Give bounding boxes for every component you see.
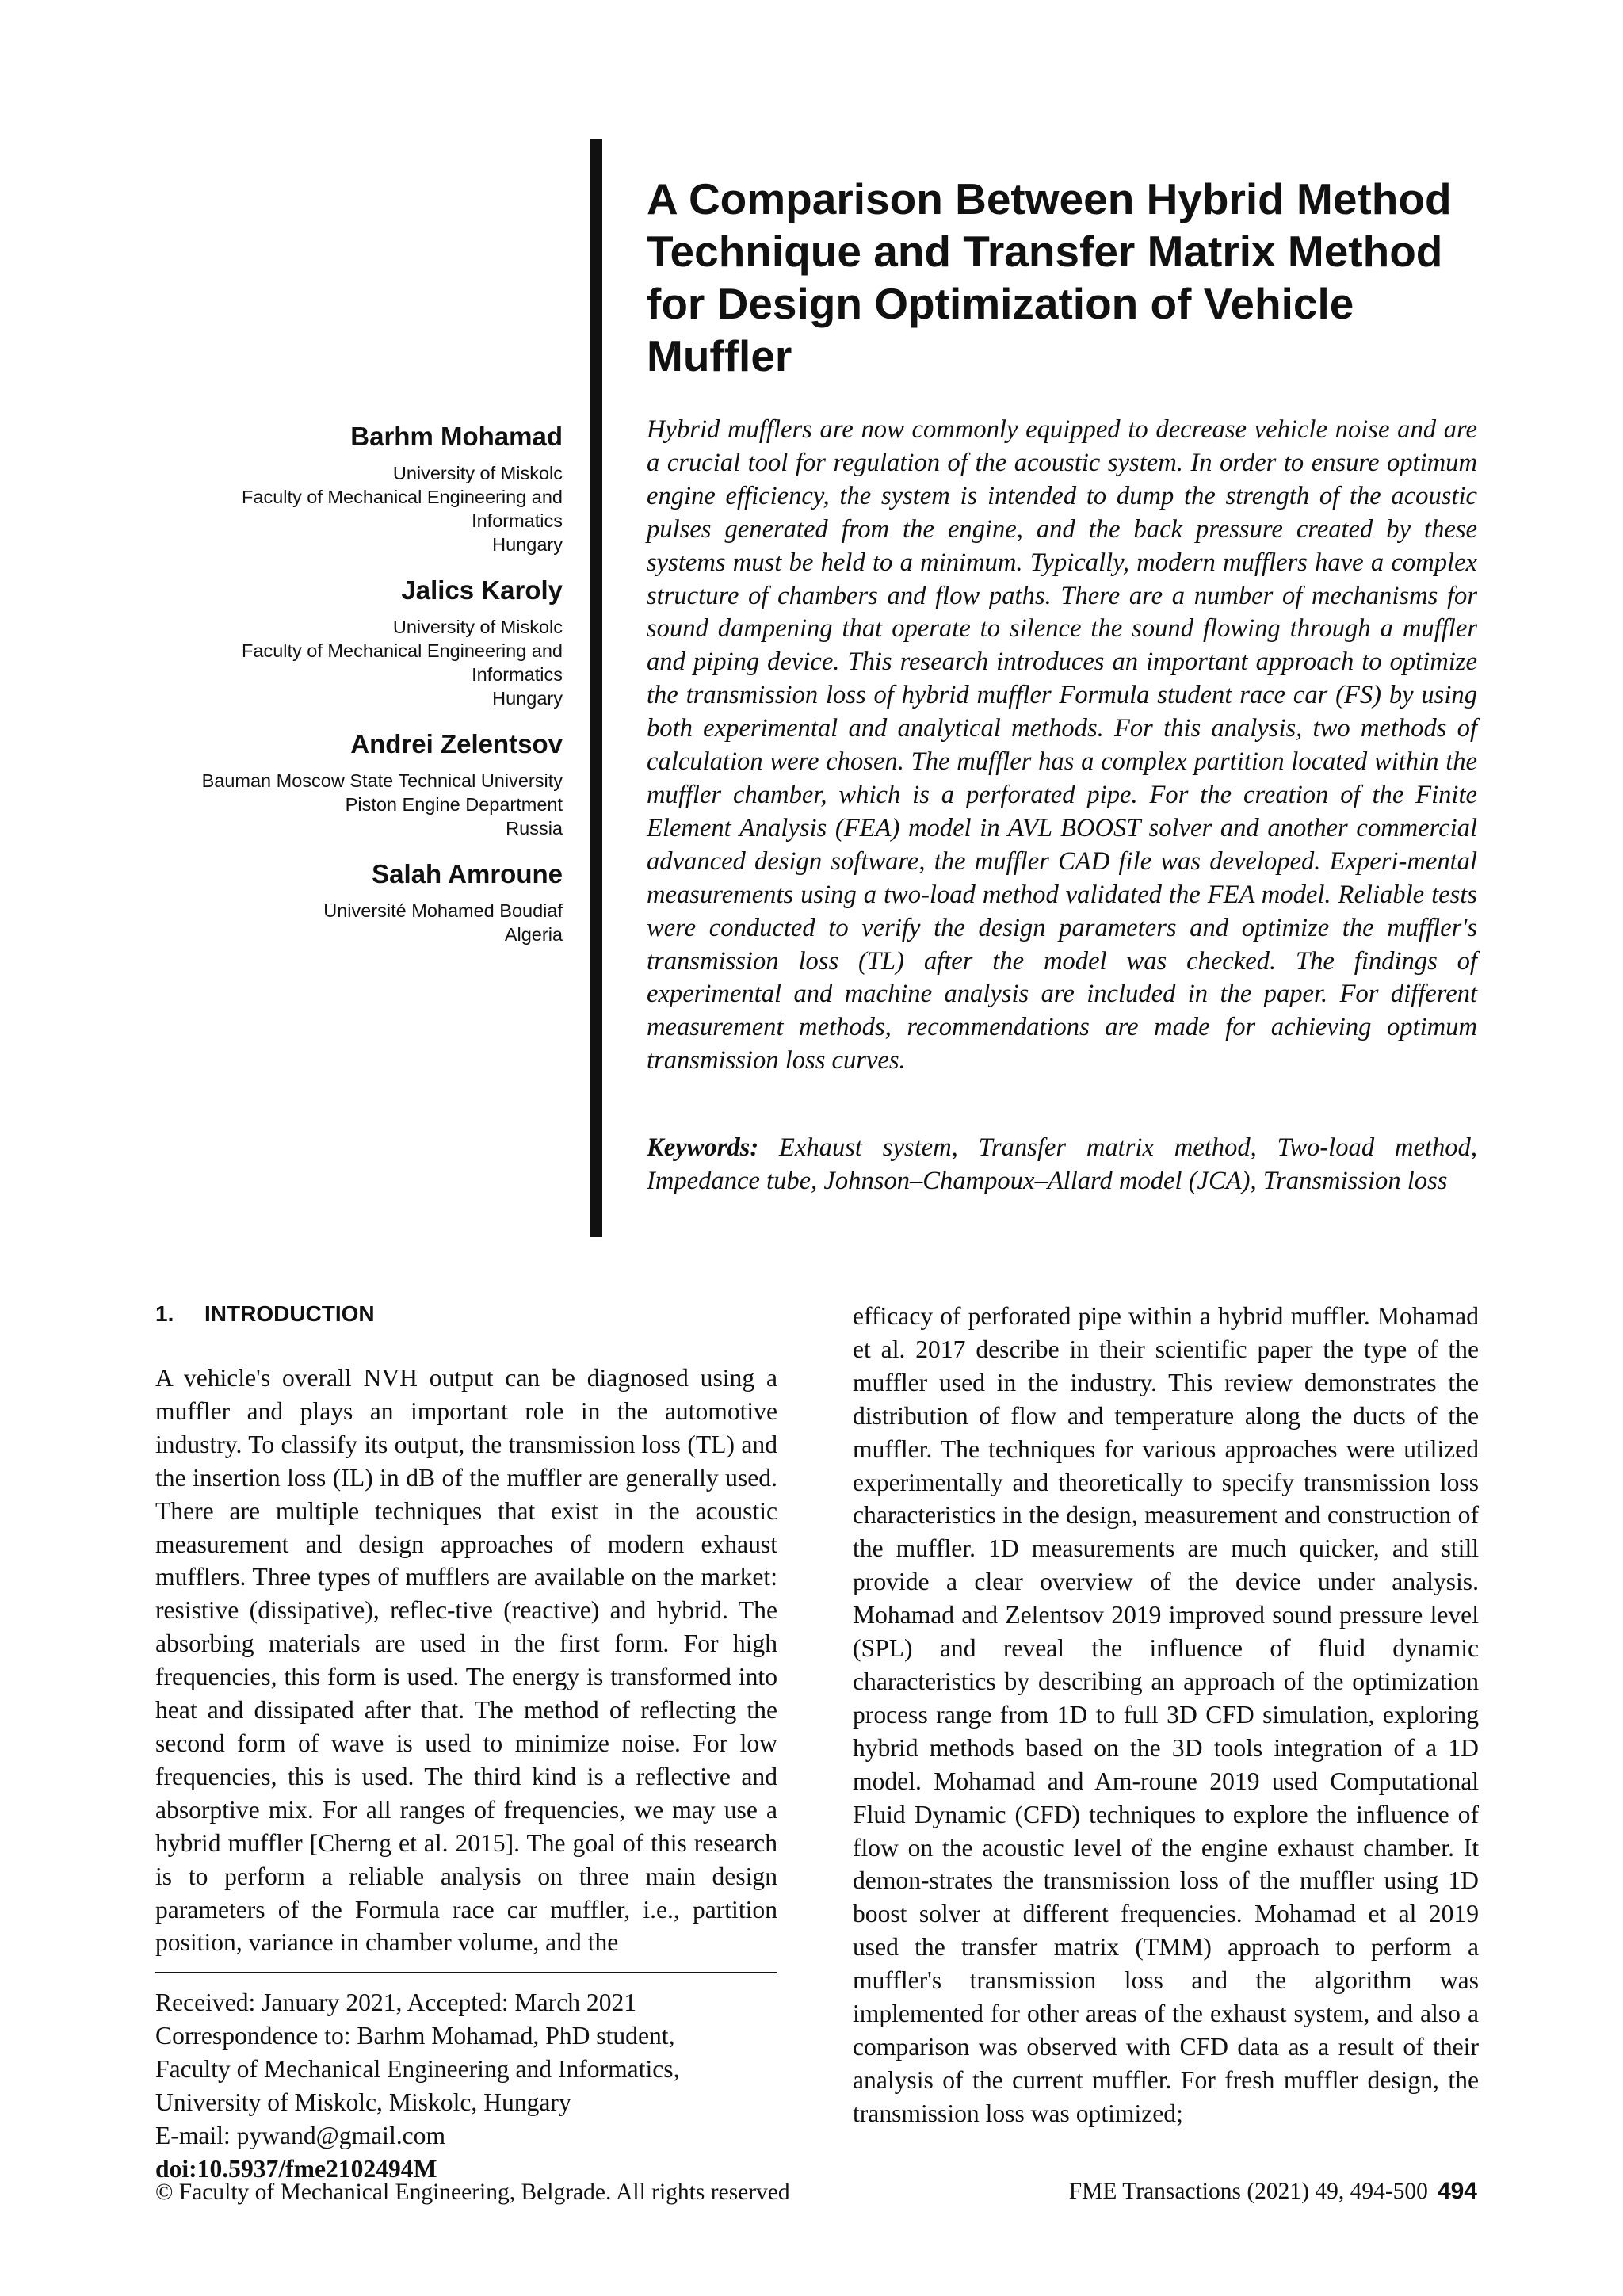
- author-name: Barhm Mohamad: [350, 422, 563, 451]
- vertical-divider-bar: [590, 139, 602, 1237]
- footnote-separator: [155, 1972, 777, 1973]
- author-list: [143, 420, 563, 964]
- author-name: Jalics Karoly: [401, 575, 563, 605]
- university-line: University of Miskolc, Miskolc, Hungary: [155, 2088, 571, 2116]
- author-block: [143, 574, 563, 710]
- section-title: INTRODUCTION: [204, 1301, 375, 1326]
- keywords: [647, 1132, 1477, 1198]
- journal-citation: FME Transactions (2021) 49, 494-500: [1068, 2179, 1428, 2204]
- author-affiliation-line: Algeria: [504, 924, 563, 945]
- author-affiliation-line: Université Mohamed Boudiaf: [323, 900, 563, 921]
- author-affiliation-line: Russia: [506, 818, 563, 839]
- keywords-text: Exhaust system, Transfer matrix method, Two-load method, Impedance tube, Johnson–Champoux–Allard model (JCA), Transmission loss: [647, 1133, 1477, 1195]
- correspondence-line: Correspondence to: Barhm Mohamad, PhD student,: [155, 2021, 675, 2050]
- email-line[interactable]: E-mail: pywand@gmail.com: [155, 2121, 446, 2149]
- faculty-line: Faculty of Mechanical Engineering and Informatics,: [155, 2054, 680, 2083]
- author-name: Andrei Zelentsov: [350, 729, 563, 758]
- keywords-label: Keywords:: [647, 1133, 759, 1162]
- author-affiliation-line: Informatics: [472, 664, 563, 685]
- author-affiliation-line: University of Miskolc: [392, 463, 563, 483]
- author-affiliation-line: Hungary: [492, 534, 563, 555]
- body-text-right-column: efficacy of perforated pipe within a hybrid muffler. Mohamad et al. 2017 describe in their scientific paper the type of the muffler used in the industry. This review demonstrates the distribution of flow and temperature along the ducts of the muffler. The techniques for various approaches were utilized experimentally and theoretically to specify transmission loss characteristics in the design, measurement and construction of the muffler. 1D measurements are much quicker, and still provide a clear overview of the device under analysis. Mohamad and Zelentsov 2019 improved sound pressure level (SPL) and reveal the influence of fluid dynamic characteristics by describing an approach of the optimization process range from 1D to full 3D CFD simulation, exploring hybrid methods based on the 3D tools integration of a 1D model. Mohamad and Am-roune 2019 used Computational Fluid Dynamic (CFD) techniques to explore the influence of flow on the acoustic level of the engine exhaust chamber. It demon-strates the transmission loss of the muffler using 1D boost solver at different frequencies. Mohamad et al 2019 used the transfer matrix (TMM) approach to perform a muffler's transmission loss and the algorithm was implemented for other areas of the exhaust system, and also a comparison was observed with CFD data as a result of their analysis of the current muffler. For fresh muffler design, the transmission loss was optimized;: [853, 1302, 1479, 2127]
- received-dates: Received: January 2021, Accepted: March 2021: [155, 1988, 637, 2016]
- author-affiliation-line: Bauman Moscow State Technical University: [201, 770, 563, 791]
- author-affiliation-line: Faculty of Mechanical Engineering and: [242, 640, 563, 661]
- body-text-left-column: A vehicle's overall NVH output can be diagnosed using a muffler and plays an important role in the automotive industry. To classify its output, the transmission loss (TL) and the insertion loss (IL) in dB of the muffler are generally used. There are multiple techniques that exist in the acoustic measurement and design approaches of modern exhaust mufflers. Three types of mufflers are available on the market: resistive (dissipative), reflec-tive (reactive) and hybrid. The absorbing materials are used in the first form. For high frequencies, this form is used. The energy is transformed into heat and dissipated after that. The method of reflecting the second form of wave is used to minimize noise. For low frequencies, this is used. The third kind is a reflective and absorptive mix. For all ranges of frequencies, we may use a hybrid muffler [Cherng et al. 2015]. The goal of this research is to perform a reliable analysis on three main design parameters of the Formula race car muffler, i.e., partition position, variance in chamber volume, and the: [155, 1364, 777, 1957]
- article-footnote: [155, 1986, 789, 2185]
- author-name: Salah Amroune: [372, 859, 563, 888]
- abstract-text: Hybrid mufflers are now commonly equipped to decrease vehicle noise and are a crucial tool for regulation of the acoustic system. In order to ensure optimum engine efficiency, the system is intended to dump the strength of the acoustic pulses generated from the engine, and the back pressure created by these systems must be held to a minimum. Typically, modern mufflers have a complex structure of chambers and flow paths. There are a number of mechanisms for sound dampening that operate to silence the sound flowing through a muffler and piping device. This research introduces an important approach to optimize the transmission loss of hybrid muffler Formula student race car (FS) by using both experimental and analytical methods. For this analysis, two methods of calculation were chosen. The muffler has a complex partition located within the muffler chamber, which is a perforated pipe. For the creation of the Finite Element Analysis (FEA) model in AVL BOOST solver and another commercial advanced design software, the muffler CAD file was developed. Experi-mental measurements using a two-load method validated the FEA model. Reliable tests were conducted to verify the design parameters and optimize the muffler's transmission loss (TL) after the model was checked. The findings of experimental and machine analysis are included in the paper. For different measurement methods, recommendations are made for achieving optimum transmission loss curves.: [647, 415, 1477, 1075]
- page-number: 494: [1437, 2178, 1477, 2204]
- author-affiliation-line: Faculty of Mechanical Engineering and: [242, 487, 563, 507]
- copyright-notice: © Faculty of Mechanical Engineering, Belgrade. All rights reserved: [155, 2179, 790, 2205]
- section-heading: [155, 1300, 375, 1328]
- author-affiliation-line: University of Miskolc: [392, 617, 563, 637]
- paper-title: A Comparison Between Hybrid Method Technique and Transfer Matrix Method for Design Optimization of Vehicle Muffler: [647, 174, 1452, 380]
- journal-footer: [1069, 2178, 1477, 2205]
- author-affiliation-line: Informatics: [472, 510, 563, 531]
- author-block: [143, 728, 563, 840]
- author-block: [143, 858, 563, 946]
- section-number: 1.: [155, 1301, 174, 1326]
- author-block: [143, 420, 563, 556]
- author-affiliation-line: Hungary: [492, 688, 563, 709]
- doi-link[interactable]: doi:10.5937/fme2102494M: [155, 2154, 437, 2183]
- author-affiliation-line: Piston Engine Department: [345, 794, 563, 815]
